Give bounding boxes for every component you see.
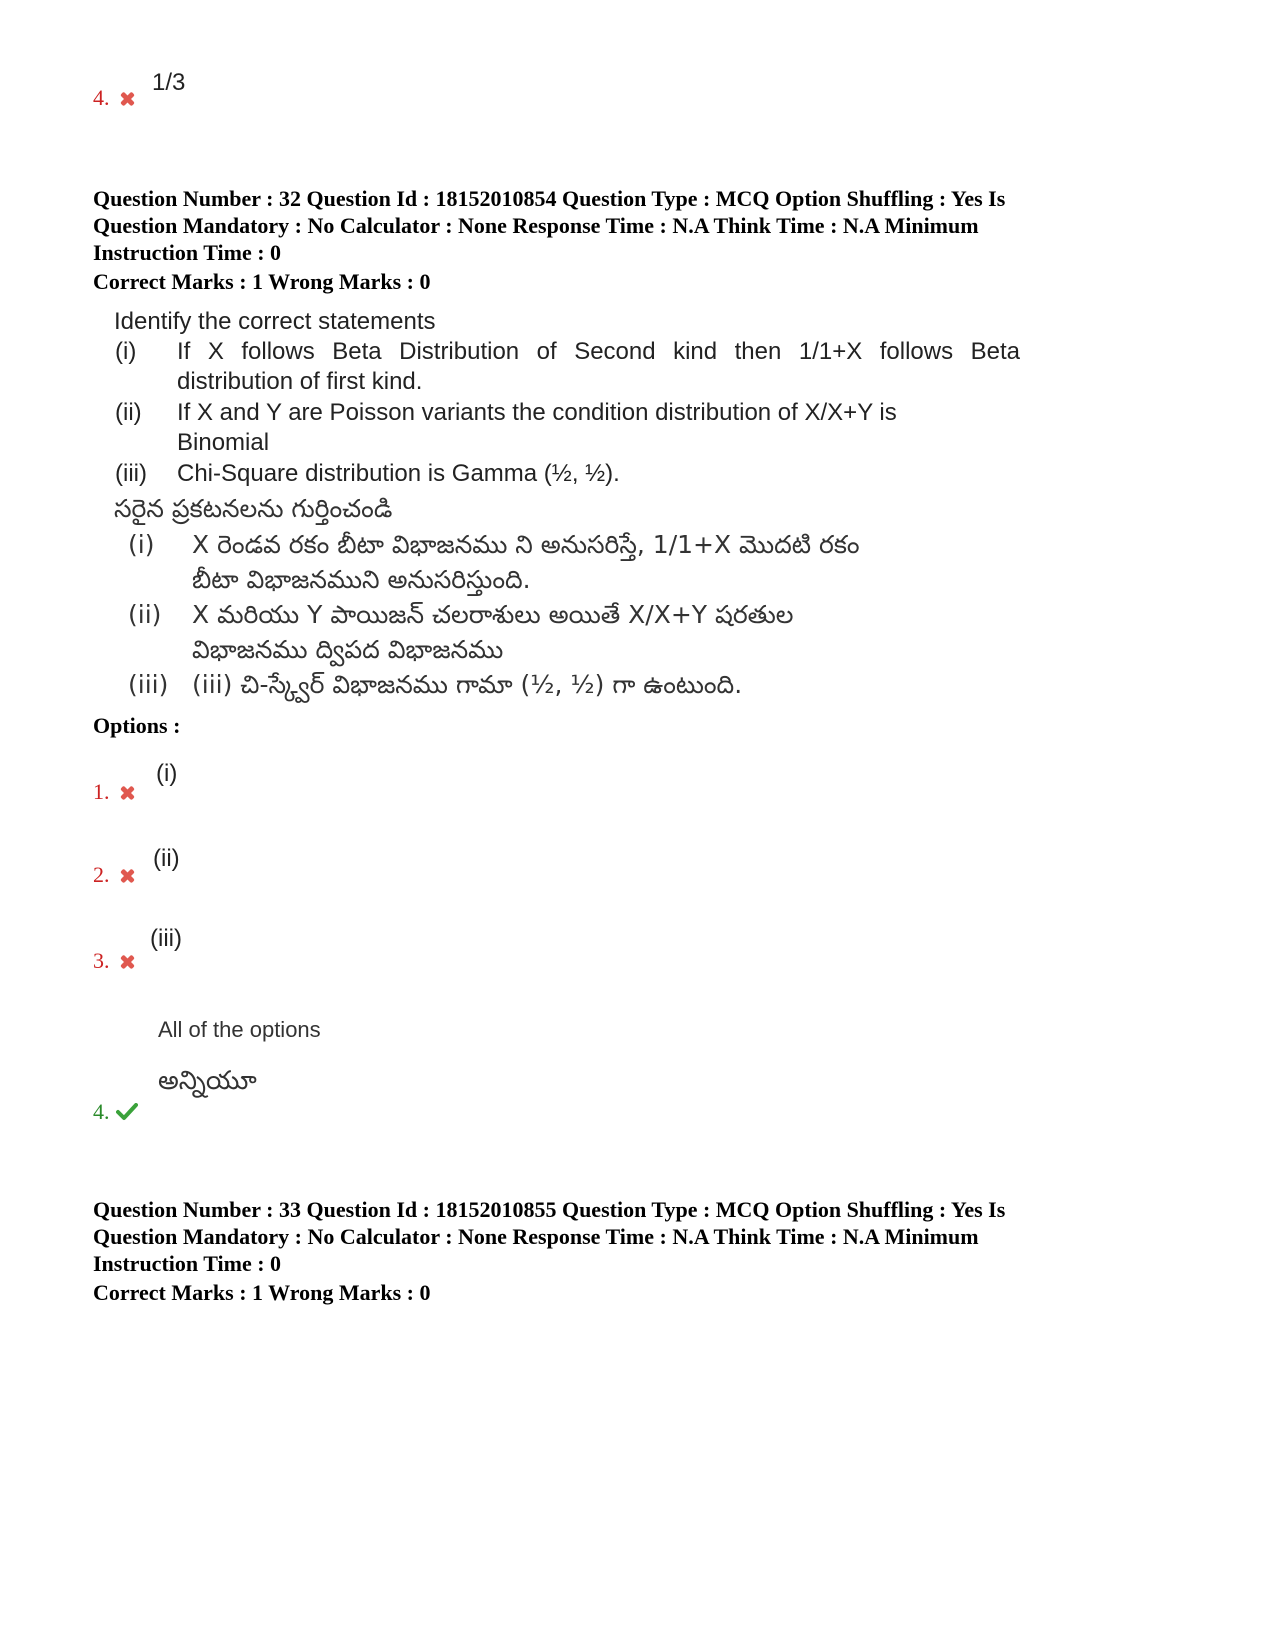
cross-icon xyxy=(120,786,134,800)
meta-line-2: Question Mandatory : No Calculator : None Response Time : N.A Think Time : N.A Minimum xyxy=(93,1224,979,1249)
statement-line: If X and Y are Poisson variants the condition distribution of X/X+Y is xyxy=(177,399,897,426)
statement-line: distribution of first kind. xyxy=(177,368,423,395)
statement-i xyxy=(115,337,1020,397)
option-number-label: 4. xyxy=(93,85,110,110)
statement-label: (iii) xyxy=(128,670,169,699)
meta-line-3: Instruction Time : 0 xyxy=(93,1251,282,1276)
question-33-meta xyxy=(93,1196,1093,1277)
telugu-statement-iii xyxy=(128,667,998,702)
statement-line: Chi-Square distribution is Gamma (½, ½). xyxy=(177,460,620,487)
question-32-meta xyxy=(93,185,1093,266)
option-number-label: 3. xyxy=(93,948,110,973)
statement-line: బీటా విభాజనముని అనుసరిస్తుంది. xyxy=(192,565,531,594)
statement-label: (i) xyxy=(128,530,155,559)
option-1-text: (i) xyxy=(156,760,178,787)
statement-label: (ii) xyxy=(128,600,162,629)
statement-line: విభాజనము ద్విపద విభాజనము xyxy=(192,635,504,664)
option-3-text: (iii) xyxy=(150,925,182,952)
option-4-text: All of the options xyxy=(158,1017,321,1042)
check-icon xyxy=(116,1103,138,1121)
cross-icon xyxy=(120,955,134,969)
cross-icon xyxy=(120,92,134,106)
question-33-marks: Correct Marks : 1 Wrong Marks : 0 xyxy=(93,1280,431,1305)
option-number-label: 4. xyxy=(93,1099,110,1124)
telugu-statement-i xyxy=(128,527,998,597)
option-2-number xyxy=(93,864,134,886)
statement-ii xyxy=(115,398,1020,458)
statement-label: (ii) xyxy=(115,399,142,426)
meta-line-1: Question Number : 32 Question Id : 18152010854 Question Type : MCQ Option Shuffling : Yes Is xyxy=(93,186,1006,211)
statement-iii xyxy=(115,459,1020,489)
statement-line: X రెండవ రకం బీటా విభాజనము ని అనుసరిస్తే, 1/1+X మొదటి రకం xyxy=(192,530,860,559)
option-2-text: (ii) xyxy=(153,845,180,872)
options-label: Options : xyxy=(93,713,181,738)
statement-label: (i) xyxy=(115,338,137,365)
option-4-telugu-text: అన్నియూ xyxy=(158,1066,257,1096)
question-intro: Identify the correct statements xyxy=(114,308,436,335)
telugu-statement-ii xyxy=(128,597,998,667)
option-4-number xyxy=(93,1101,138,1123)
question-32-marks: Correct Marks : 1 Wrong Marks : 0 xyxy=(93,269,431,294)
option-number-label: 2. xyxy=(93,862,110,887)
statement-label: (iii) xyxy=(115,460,147,487)
prev-option-text: 1/3 xyxy=(152,69,186,96)
statement-line: X మరియు Y పాయిజన్ చలరాశులు అయితే X/X+Y షరతుల xyxy=(192,600,794,629)
meta-line-3: Instruction Time : 0 xyxy=(93,240,282,265)
option-number-label: 1. xyxy=(93,779,110,804)
telugu-intro: సరైన ప్రకటనలను గుర్తించండి xyxy=(114,494,393,523)
statement-line: (iii) చి-స్క్వేర్ విభాజనము గామా (½, ½) గా ఉంటుంది. xyxy=(192,670,743,699)
meta-line-2: Question Mandatory : No Calculator : None Response Time : N.A Think Time : N.A Minimum xyxy=(93,213,979,238)
statement-line: Binomial xyxy=(177,429,270,456)
meta-line-1: Question Number : 33 Question Id : 18152010855 Question Type : MCQ Option Shuffling : Yes Is xyxy=(93,1197,1006,1222)
prev-option-number xyxy=(93,87,134,109)
cross-icon xyxy=(120,869,134,883)
option-3-number xyxy=(93,950,134,972)
statement-line: If X follows Beta Distribution of Second kind then 1/1+X follows Beta xyxy=(177,338,1020,365)
option-1-number xyxy=(93,781,134,803)
